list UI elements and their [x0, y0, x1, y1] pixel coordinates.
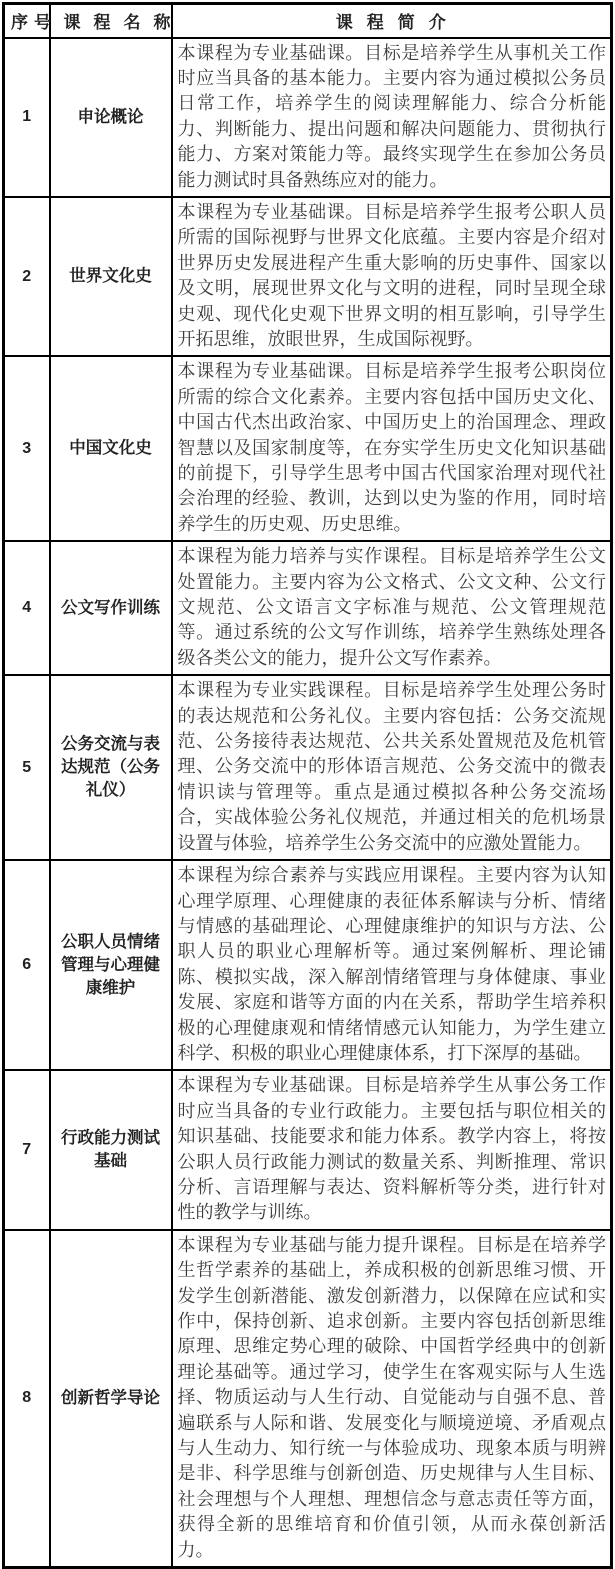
course-description: 本课程为专业实践课程。目标是培养学生处理公务时的表达规范和公务礼仪。主要内容包括：公务交流规范、公务接待表达规范、公共关系处置规范及危机管理、公务交流中的形体语言规范、公务交流中的微表情识读与管理等。重点是通过模拟各种公务交流场合，实战体验公务礼仪规范，并通过相关的危机场景设置与体验，培养学生公务交流中的应激处置能力。 [172, 675, 612, 860]
course-name: 公务交流与表达规范（公务礼仪） [50, 675, 172, 860]
row-number: 2 [4, 197, 50, 356]
row-number: 7 [4, 1070, 50, 1229]
course-name: 公职人员情绪管理与心理健康维护 [50, 860, 172, 1070]
course-description: 本课程为专业基础课。目标是培养学生从事机关工作时应当具备的基本能力。主要内容为通过模拟公务员日常工作，培养学生的阅读理解能力、综合分析能力、判断能力、提出问题和解决问题能力、贯彻执行能力、方案对策能力等。最终实现学生在参加公务员能力测试时具备熟练应对的能力。 [172, 38, 612, 197]
course-description: 本课程为专业基础课。目标是培养学生报考公职人员所需的国际视野与世界文化底蕴。主要内容是介绍对世界历史发展进程产生重大影响的历史事件、国家以及文明，展现世界文化与文明的进程，同时呈现全球史观、现代化史观下世界文明的相互影响，引导学生开拓思维，放眼世界，生成国际视野。 [172, 197, 612, 356]
row-number: 8 [4, 1230, 50, 1568]
row-number: 1 [4, 38, 50, 197]
row-number: 4 [4, 541, 50, 675]
header-course-name: 课程名称 [50, 4, 172, 38]
table-row [4, 1070, 612, 1229]
table-row [4, 860, 612, 1070]
table-row [4, 197, 612, 356]
course-description: 本课程为综合素养与实践应用课程。主要内容为认知心理学原理、心理健康的表征体系解读与分析、情绪与情感的基础理论、心理健康维护的知识与方法、公职人员的职业心理解析等。通过案例解析、理论铺陈、模拟实战，深入解剖情绪管理与身体健康、事业发展、家庭和谐等方面的内在关系，帮助学生培养积极的心理健康观和情绪情感元认知能力，为学生建立科学、积极的职业心理健康体系，打下深厚的基础。 [172, 860, 612, 1070]
table-row [4, 356, 612, 541]
course-table [2, 2, 613, 1569]
table-row [4, 1230, 612, 1568]
table-row [4, 541, 612, 675]
course-name: 公文写作训练 [50, 541, 172, 675]
table-row [4, 675, 612, 860]
table-row [4, 38, 612, 197]
course-description: 本课程为能力培养与实作课程。目标是培养学生公文处置能力。主要内容为公文格式、公文文种、公文行文规范、公文语言文字标准与规范、公文管理规范等。通过系统的公文写作训练，培养学生熟练处理各级各类公文的能力，提升公文写作素养。 [172, 541, 612, 675]
course-name: 中国文化史 [50, 356, 172, 541]
row-number: 5 [4, 675, 50, 860]
row-number: 6 [4, 860, 50, 1070]
table-header-row [4, 4, 612, 38]
row-number: 3 [4, 356, 50, 541]
course-name: 行政能力测试基础 [50, 1070, 172, 1229]
course-description: 本课程为专业基础课。目标是培养学生报考公职岗位所需的综合文化素养。主要内容包括中国历史文化、中国古代杰出政治家、中国历史上的治国理念、理政智慧以及国家制度等，在夯实学生历史文化知识基础的前提下，引导学生思考中国古代国家治理对现代社会治理的经验、教训，达到以史为鉴的作用，同时培养学生的历史观、历史思维。 [172, 356, 612, 541]
course-name: 申论概论 [50, 38, 172, 197]
header-serial-number: 序号 [4, 4, 50, 38]
course-description: 本课程为专业基础课。目标是培养学生从事公务工作时应当具备的专业行政能力。主要包括与职位相关的知识基础、技能要求和能力体系。教学内容上，将按公职人员行政能力测试的数量关系、判断推理、常识分析、言语理解与表达、资料解析等分类，进行针对性的教学与训练。 [172, 1070, 612, 1229]
course-description: 本课程为专业基础与能力提升课程。目标是在培养学生哲学素养的基础上，养成积极的创新思维习惯、开发学生创新潜能、激发创新潜力，以保障在应试和实作中，保持创新、追求创新。主要内容包括创新思维原理、思维定势心理的破除、中国哲学经典中的创新理论基础等。通过学习，使学生在客观实际与人生选择、物质运动与人生行动、自觉能动与自强不息、普遍联系与人际和谐、发展变化与顺境逆境、矛盾观点与人生动力、知行统一与体验成功、现象本质与明辨是非、科学思维与创新创造、历史规律与人生目标、社会理想与个人理想、理想信念与意志责任等方面，获得全新的思维培育和价值引领，从而永葆创新活力。 [172, 1230, 612, 1568]
course-name: 创新哲学导论 [50, 1230, 172, 1568]
header-course-intro: 课程简介 [172, 4, 612, 38]
course-name: 世界文化史 [50, 197, 172, 356]
